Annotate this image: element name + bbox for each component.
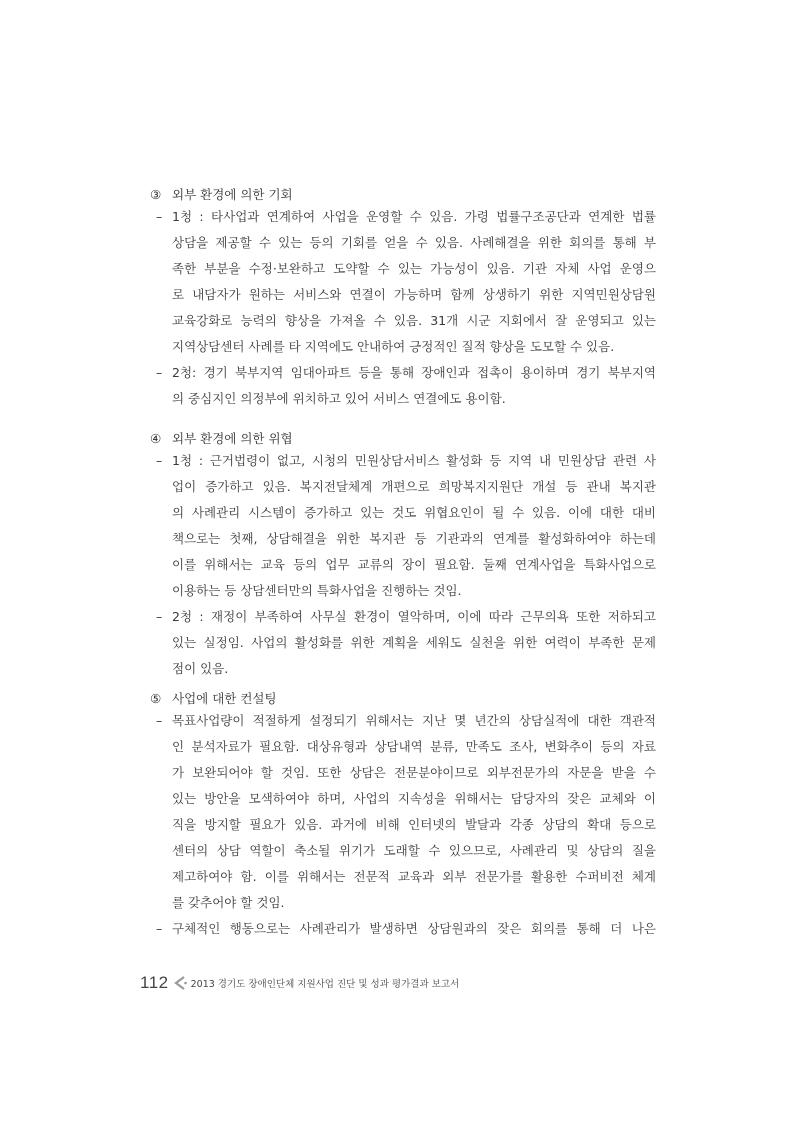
text-line-content: 교육강화로 능력의 향상을 가져올 수 있음. 31개 시군 지회에서 잘 운영되고 있는	[172, 313, 656, 328]
text-line	[156, 386, 656, 412]
section-title	[150, 186, 293, 204]
text-line	[156, 552, 656, 578]
text-line	[156, 334, 656, 360]
bullet-item	[156, 448, 656, 604]
text-line	[156, 838, 656, 864]
bullet-item	[156, 604, 656, 682]
section-title-text: 외부 환경에 의한 위협	[172, 431, 293, 446]
text-line-content: 의 사례관리 시스템이 증가하고 있는 것도 위협요인이 될 수 있음. 이에 대한 대비	[172, 505, 656, 520]
text-line-content: 구체적인 행동으로는 사례관리가 발생하면 상담원과의 잦은 회의를 통해 더 나은	[172, 921, 656, 936]
text-line-content: 센터의 상담 역할이 축소될 위기가 도래할 수 있으므로, 사례관리 및 상담의 질을	[172, 843, 656, 858]
text-line	[156, 890, 656, 916]
bullet-item	[156, 708, 656, 916]
bullet-item	[156, 360, 656, 412]
text-line-content: 를 갖추어야 할 것임.	[172, 895, 285, 910]
section-title-text: 외부 환경에 의한 기회	[172, 187, 293, 202]
text-line-content: 로 내담자가 원하는 서비스와 연결이 가능하며 함께 상생하기 위한 지역민원상담원	[172, 287, 656, 302]
section-number: ⑤	[150, 691, 162, 706]
page-footer	[140, 973, 459, 993]
text-line	[156, 916, 656, 942]
text-line-content: 인 분석자료가 필요함. 대상유형과 상담내역 분류, 만족도 조사, 변화추이 등의 자료	[172, 739, 656, 754]
text-line	[156, 256, 656, 282]
text-line-content: 족한 부분을 수정·보완하고 도약할 수 있는 가능성이 있음. 기관 자체 사업 운영으	[172, 261, 656, 276]
text-line-content: 의 중심지인 의정부에 위치하고 있어 서비스 연결에도 용이함.	[172, 391, 506, 406]
text-line	[156, 864, 656, 890]
text-line	[156, 708, 656, 734]
text-line-content: 상담을 제공할 수 있는 등의 기회를 얻을 수 있음. 사례해결을 위한 회의를 통해 부	[172, 235, 656, 250]
text-line-content: 지역상담센터 사례를 타 지역에도 안내하여 긍정적인 질적 향상을 도모할 수 있음.	[172, 339, 615, 354]
text-line-content: 직을 방지할 필요가 있음. 과거에 비해 인터넷의 발달과 각종 상담의 확대 등으로	[172, 817, 656, 832]
text-line	[156, 474, 656, 500]
text-line-content: 있는 방안을 모색하여야 하며, 사업의 지속성을 위해서는 담당자의 잦은 교체와 이	[172, 791, 656, 806]
text-line-content: 책으로는 첫째, 상담해결을 위한 복지관 등 기관과의 연계를 활성화하여야 하는데	[172, 531, 656, 546]
text-line-content: 있는 실정임. 사업의 활성화를 위한 계획을 세워도 실천을 위한 여력이 부족한 문제	[172, 635, 656, 650]
text-line	[156, 812, 656, 838]
text-line	[156, 282, 656, 308]
footer-chevron-icon	[173, 976, 187, 990]
text-line-content: 이를 위해서는 교육 등의 업무 교류의 장이 필요함. 둘째 연계사업을 특화사업으로	[172, 557, 656, 572]
bullet-item	[156, 916, 656, 942]
text-line	[156, 526, 656, 552]
text-line-content: 제고하여야 함. 이를 위해서는 전문적 교육과 외부 전문가를 활용한 수퍼비전 체계	[172, 869, 656, 884]
text-line-content: 업이 증가하고 있음. 복지전달체계 개편으로 희망복지지원단 개설 등 관내 복지관	[172, 479, 656, 494]
text-line-content: 1청 : 타사업과 연계하여 사업을 운영할 수 있음. 가령 법률구조공단과 연계한 법률	[172, 209, 656, 224]
text-line	[156, 448, 656, 474]
section-title	[150, 690, 277, 708]
text-line	[156, 734, 656, 760]
text-line	[156, 360, 656, 386]
text-line	[156, 604, 656, 630]
section-number: ④	[150, 431, 162, 446]
text-line-content: 2청: 경기 북부지역 임대아파트 등을 통해 장애인과 접촉이 용이하며 경기 북부지역	[172, 365, 656, 380]
footer-report-title: 2013 경기도 장애인단체 지원사업 진단 및 성과 평가결과 보고서	[190, 979, 460, 990]
section-title-text: 사업에 대한 컨설팅	[172, 691, 277, 706]
text-line	[156, 230, 656, 256]
text-line-content: 점이 있음.	[172, 661, 229, 676]
text-line-content: 가 보완되어야 할 것임. 또한 상담은 전문분야이므로 외부전문가의 자문을 받을 수	[172, 765, 656, 780]
section-number: ③	[150, 187, 162, 202]
text-line	[156, 578, 656, 604]
dash-bullet-icon: –	[156, 713, 163, 728]
text-line-content: 2청 : 재정이 부족하여 사무실 환경이 열악하며, 이에 따라 근무의욕 또한 저하되고	[172, 609, 656, 624]
text-line	[156, 204, 656, 230]
text-line	[156, 760, 656, 786]
dash-bullet-icon: –	[156, 365, 163, 380]
text-line	[156, 630, 656, 656]
dash-bullet-icon: –	[156, 453, 163, 468]
text-line	[156, 656, 656, 682]
dash-bullet-icon: –	[156, 609, 163, 624]
section-title	[150, 430, 293, 448]
text-line-content: 1청 : 근거법령이 없고, 시청의 민원상담서비스 활성화 등 지역 내 민원상담 관련 사	[172, 453, 656, 468]
text-line-content: 목표사업량이 적절하게 설정되기 위해서는 지난 몇 년간의 상담실적에 대한 객관적	[172, 713, 656, 728]
text-line	[156, 308, 656, 334]
text-line-content: 이용하는 등 상담센터만의 특화사업을 진행하는 것임.	[172, 583, 462, 598]
page-number: 112	[140, 973, 169, 992]
text-line	[156, 500, 656, 526]
dash-bullet-icon: –	[156, 921, 163, 936]
bullet-item	[156, 204, 656, 360]
dash-bullet-icon: –	[156, 209, 163, 224]
text-line	[156, 786, 656, 812]
